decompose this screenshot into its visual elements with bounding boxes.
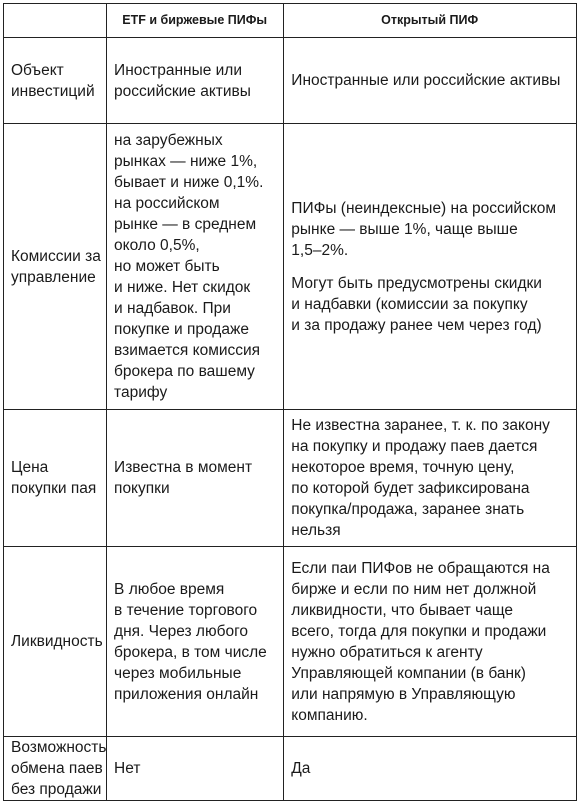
row-label-cell [4,737,107,801]
header-empty-cell [4,4,107,38]
open-pif-text-line: бирже и если по ним нет должной [291,580,537,598]
open-pif-text-line: некоторое время, точную цену, [291,459,515,476]
etf-text-line: и надбавок. При [114,300,231,317]
etf-text-line: покупки [114,480,170,497]
open-pif-text-line: по которой будет зафиксирована [291,480,530,497]
open-pif-cell [284,547,577,737]
row-label-line: Ликвидность [11,633,103,650]
etf-text-line: Иностранные или [114,61,243,79]
etf-text-line: российские активы [114,82,251,100]
etf-text-line: рынках — ниже 1%, [114,153,258,170]
etf-text-line: но может быть [114,258,220,275]
row-label-line: Объект [11,61,64,79]
row-label-cell [4,124,107,410]
row-label-cell [4,410,107,547]
row-label-line: управление [11,268,96,286]
row-label-line: покупки пая [11,480,97,497]
open-pif-text-line: ликвидности, что бывает чаще [291,601,514,619]
open-pif-text-line: всего, тогда для покупки и продажи [291,622,547,640]
row-label-line: инвестиций [11,82,95,100]
row-label-line: без продажи [11,781,102,798]
row-label-line: обмена паев [11,760,103,777]
open-pif-text-line: Если паи ПИФов не обращаются на [291,559,550,577]
etf-cell [107,124,284,410]
open-pif-text-line: рынке — выше 1%, чаще выше [291,220,518,238]
etf-text-line: на зарубежных [114,132,223,149]
etf-text-line: взимается комиссия [114,342,261,359]
row-liquidity [4,547,577,737]
open-pif-text-line: нельзя [291,522,341,539]
header-row [4,4,577,38]
etf-cell [107,737,284,801]
open-pif-text-line: 1,5–2%. [291,241,349,259]
row-management-fees [4,124,577,410]
open-pif-text-line: Иностранные или российские активы [291,72,561,89]
etf-text-line: покупке и продаже [114,321,249,338]
etf-text-line: брокера, в том числе [114,643,267,661]
etf-text-line: приложения онлайн [114,685,259,703]
etf-text-line: Нет [114,760,141,777]
etf-text-line: дня. Через любого [114,622,249,640]
open-pif-text-line: Управляющей компании (в банк) [291,664,526,682]
row-label-cell [4,38,107,124]
etf-text-line: бывает и ниже 0,1%. [114,174,264,191]
open-pif-text-line: компанию. [291,706,368,724]
row-label-line: Возможность [11,739,107,756]
etf-text-line: Известна в момент [114,459,253,476]
open-pif-text-line: ПИФы (неиндексные) на российском [291,199,557,217]
etf-text-line: в течение торгового [114,601,258,619]
etf-cell [107,547,284,737]
open-pif-cell [284,737,577,801]
row-label-line: Цена [11,459,49,476]
header-etf: ETF и биржевые ПИФы [107,4,284,38]
open-pif-text-line: Не известна заранее, т. к. по закону [291,417,550,434]
row-exchange-without-sale [4,737,577,801]
open-pif-text-line: Могут быть предусмотрены скидки [291,274,542,292]
open-pif-cell [284,124,577,410]
etf-text-line: на российском [114,195,220,212]
row-purchase-price [4,410,577,547]
comparison-table [3,3,577,801]
etf-text-line: и ниже. Нет скидок [114,279,251,296]
open-pif-text-line: на покупку и продажу паев дается [291,438,538,455]
etf-cell [107,38,284,124]
etf-text-line: около 0,5%, [114,237,200,254]
etf-cell [107,410,284,547]
etf-text-line: В любое время [114,580,225,598]
paragraph-gap [291,261,568,273]
row-label-cell [4,547,107,737]
header-open-pif: Открытый ПИФ [284,4,577,38]
open-pif-cell [284,38,577,124]
open-pif-text-line: покупка/продажа, заранее знать [291,501,525,518]
etf-text-line: рынке — в среднем [114,216,257,233]
etf-text-line: через мобильные [114,664,242,682]
open-pif-text-line: Да [291,760,311,777]
open-pif-cell [284,410,577,547]
open-pif-text-line: и за продажу ранее чем через год) [291,316,542,334]
open-pif-text-line: или напрямую в Управляющую [291,685,516,703]
etf-text-line: тарифу [114,384,168,401]
open-pif-text-line: и надбавки (комиссии за покупку [291,295,528,313]
row-investment-object [4,38,577,124]
etf-text-line: брокера по вашему [114,363,255,380]
open-pif-text-line: нужно обратиться к агенту [291,643,483,661]
row-label-line: Комиссии за [11,247,101,265]
